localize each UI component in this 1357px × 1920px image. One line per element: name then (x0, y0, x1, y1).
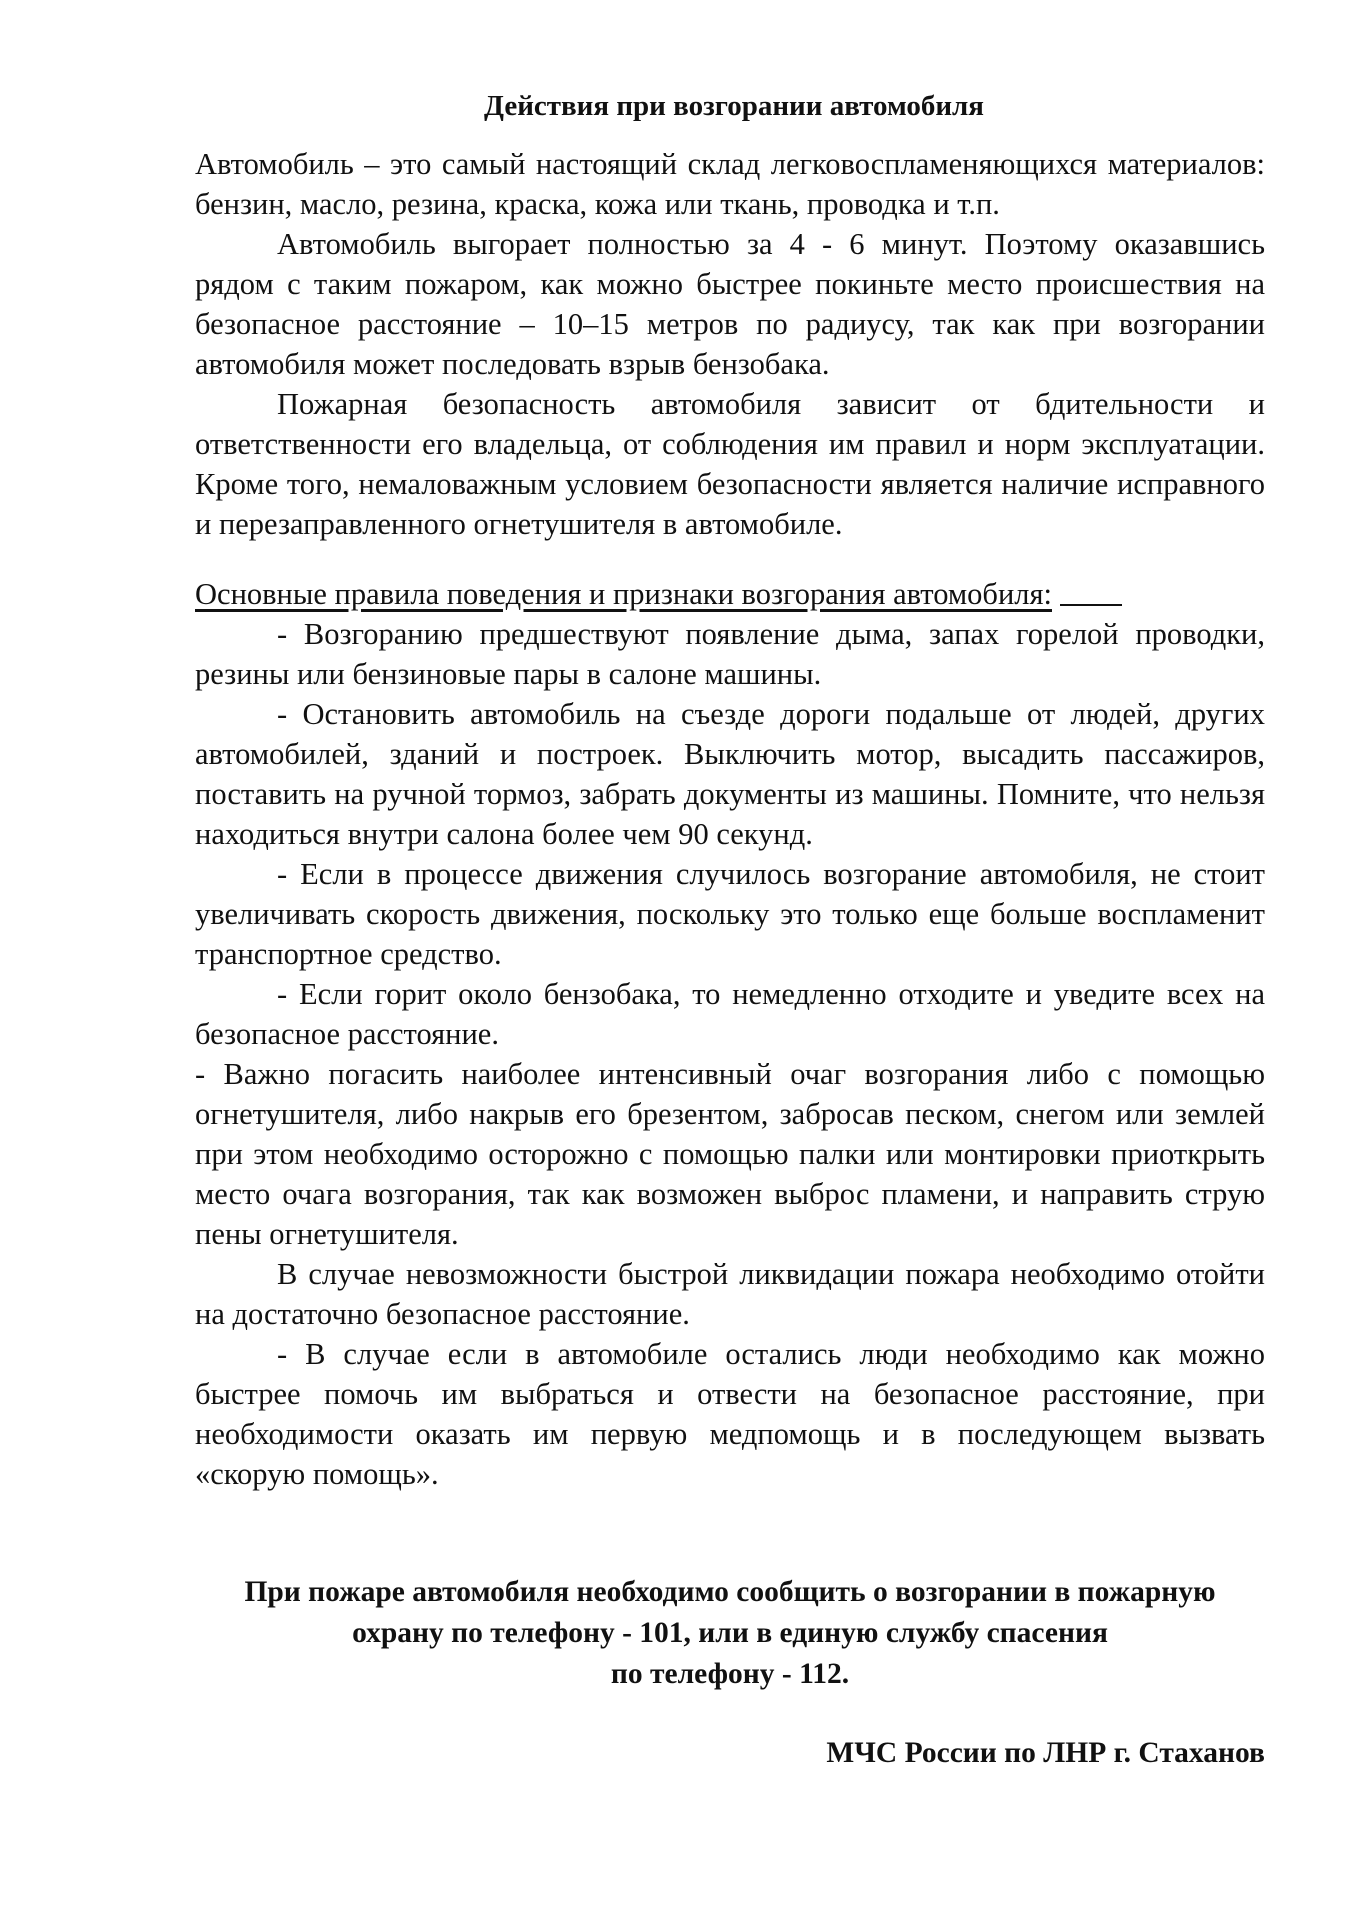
intro-paragraph: Автомобиль – это самый настоящий склад легковоспламеняющихся материалов: бензин, масло, резина, краска, кожа или ткань, проводка и т.п. (195, 147, 1265, 221)
rule-item: - Если в процессе движения случилось возгорание автомобиля, не стоит увеличивать скорость движения, поскольку это только еще больше воспламенит транспортное средство. (195, 857, 1265, 971)
notice-line: При пожаре автомобиля необходимо сообщить о возгорании в пожарную (244, 1576, 1216, 1608)
rules-heading: Основные правила поведения и признаки возгорания автомобиля: (195, 577, 1052, 611)
rule-item: - Остановить автомобиль на съезде дороги подальше от людей, других автомобилей, зданий и построек. Выключить мотор, высадить пассажиров, поставить на ручной тормоз, забрать документы из машины. Помните, что нельзя находиться внутри салона более чем 90 секунд. (195, 697, 1265, 851)
emergency-notice (195, 1572, 1265, 1695)
notice-line: по телефону - 112. (610, 1658, 850, 1690)
rule-item: - Возгоранию предшествуют появление дыма, запах горелой проводки, резины или бензиновые пары в салоне машины. (195, 617, 1265, 691)
document-title: Действия при возгорании автомобиля (484, 90, 984, 122)
spacer (195, 1494, 1265, 1572)
signature: МЧС России по ЛНР г. Стаханов (826, 1737, 1265, 1769)
rule-item: - Если горит около бензобака, то немедленно отходите и уведите всех на безопасное расстояние. (195, 977, 1265, 1051)
intro-paragraph: Автомобиль выгорает полностью за 4 - 6 минут. Поэтому оказавшись рядом с таким пожаром, как можно быстрее покиньте место происшествия на безопасное расстояние – 10–15 метров по радиусу, так как при возгорании автомобиля может последовать взрыв бензобака. (195, 227, 1265, 381)
document-page (195, 86, 1265, 1773)
intro-section (195, 144, 1265, 544)
rule-item: В случае невозможности быстрой ликвидации пожара необходимо отойти на достаточно безопасное расстояние. (195, 1257, 1265, 1331)
intro-paragraph: Пожарная безопасность автомобиля зависит от бдительности и ответственности его владельца, от соблюдения им правил и норм эксплуатации. Кроме того, немаловажным условием безопасности является наличие исправного и перезаправленного огнетушителя в автомобиле. (195, 387, 1265, 541)
notice-line: охрану по телефону - 101, или в единую службу спасения (352, 1617, 1108, 1649)
heading-underline-tail (1060, 574, 1122, 606)
rules-heading-line (195, 574, 1265, 614)
rules-section (195, 574, 1265, 1494)
rule-item: - В случае если в автомобиле остались люди необходимо как можно быстрее помочь им выбраться и отвести на безопасное расстояние, при необходимости оказать им первую медпомощь и в последующем вызвать «скорую помощь». (195, 1337, 1265, 1491)
rule-item: - Важно погасить наиболее интенсивный очаг возгорания либо с помощью огнетушителя, либо накрыв его брезентом, забросав песком, снегом или землей при этом необходимо осторожно с помощью палки или монтировки приоткрыть место очага возгорания, так как возможен выброс пламени, и направить струю пены огнетушителя. (195, 1057, 1265, 1251)
